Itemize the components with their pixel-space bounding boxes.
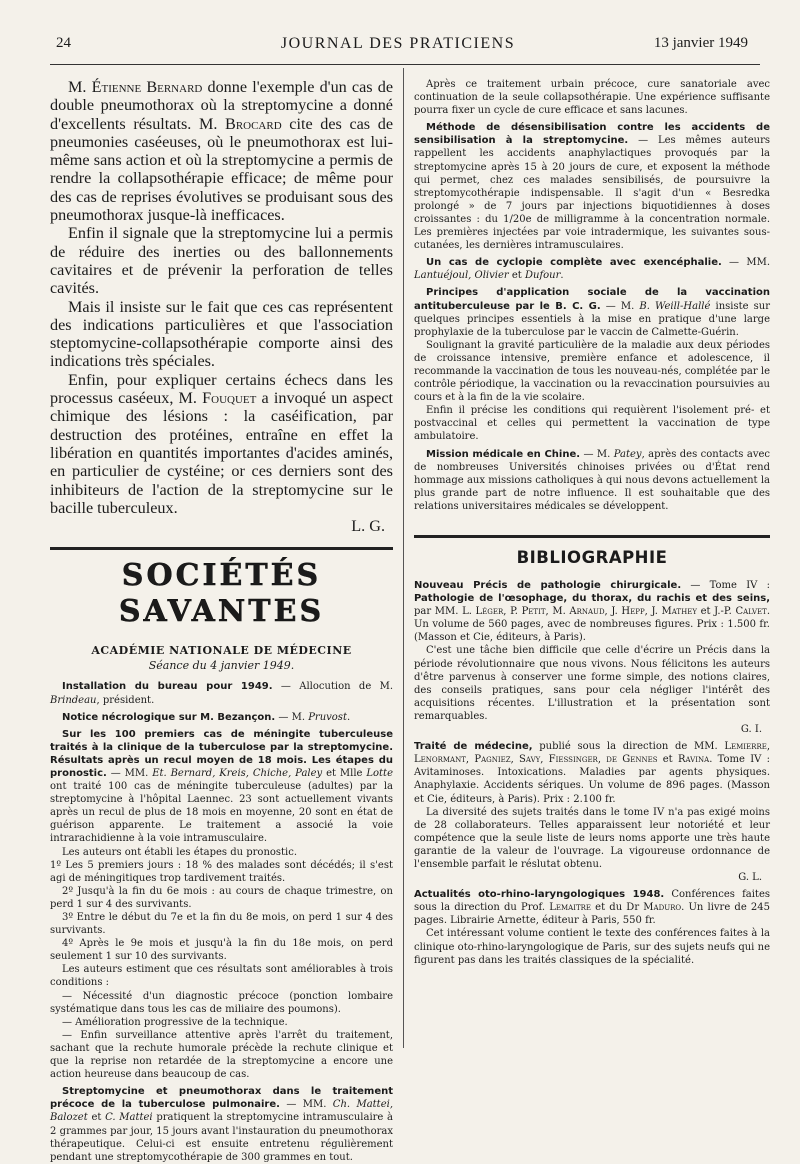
- text-run: donne l'exemple d'un cas de double pneumothorax où la streptomycine a donné d'excellents résultats. M.: [50, 78, 394, 133]
- text-run: . Un livre de 245 pages. Librairie Arnette, éditeur à Paris, 550 fr.: [414, 902, 770, 927]
- text-run: .: [346, 711, 351, 723]
- text-run: cite des cas de pneumonies caséeuses, où le pneumothorax est lui-même sans action et où la streptomycine a permis de rendre la collapsothérapie efficace; de même pour des cas de reprises évolutives se produisant sous des pneumothorax jusque-là inefficaces.: [50, 114, 394, 225]
- text-run: M.: [68, 78, 92, 96]
- text-run: — MM.: [721, 257, 770, 269]
- text-run: publié sous la direction de MM.: [532, 741, 725, 753]
- text-run: — MM.: [106, 767, 153, 779]
- academy-item: [50, 680, 393, 706]
- intro-paragraph: Enfin il signale que la streptomycine lui a permis de réduire des inerties ou des ballonnements cavitaires et de prévenir la perforation de telles cavités.: [50, 224, 393, 298]
- text-run: ont traité 100 cas de méningite tuberculeuse (adultes) par la streptomycine à l'hôpital Laennec. 23 sont actuellement vivants après un recul de plus de 18 mois en moyenne, 20 sont en état de guérison apparente. Le traitement a associé la voie intrarachidienne à la voie intramusculaire.: [50, 781, 393, 845]
- academy-item: [414, 256, 770, 282]
- academy-item: [414, 286, 770, 338]
- review-signature: G. I.: [740, 724, 762, 736]
- pronostic-step: 3º Entre le début du 7e et la fin du 8e mois, on perd 1 sur 4 des survivants.: [50, 912, 393, 937]
- page-header: [28, 35, 768, 57]
- right-column: [414, 78, 770, 967]
- intro-article: [50, 78, 393, 535]
- author-name: Pruvost: [308, 711, 347, 723]
- text-run: . Tome IV : Avitaminoses. Intoxications. Maladies par agents physiques. Anaphylaxie. Accidents sériques. Un volume de 896 pages. (Masson et Cie, éditeurs, à Paris). Prix : 2.100 fr.: [414, 754, 770, 805]
- text-run: et: [696, 606, 715, 618]
- item-title: Installation du bureau pour 1949.: [62, 681, 273, 693]
- text-run: et: [657, 754, 678, 766]
- academy-name: ACADÉMIE NATIONALE DE MÉDECINE: [91, 644, 352, 658]
- text-run: — M.: [600, 300, 640, 312]
- author-name: Patey: [613, 448, 642, 460]
- text-run: et: [87, 1112, 106, 1124]
- book-review: La diversité des sujets traités dans le tome IV n'a pas exigé moins de 28 collaborateurs. Telles apparaissent leur notoriété et leur compétence que la seule liste de leurs noms apporte une très haute garantie de la valeur de l'ouvrage. La vigoureuse ordonnance de l'ensemble parfait le réslutat obtenu.: [414, 806, 770, 870]
- text-run: — Les mêmes auteurs rappellent les accidents anaphylactiques provoqués par la streptomycine après 15 à 20 jours de cure, et exposent la méthode qui permet, chez ces malades sensibilisés, de poursuivre la streptomycothérapie indispensable. Il s'agit d'un « Besredka prolongé » de 7 jours par injections biquotidiennes à doses croissantes : du 1/20e de milligramme à la concentration normale. Les premières injectées par voie intradermique, les suivantes sous-cutanées, les dernières intramusculaires.: [414, 135, 770, 252]
- academy-item: [50, 728, 393, 846]
- text-run: — Tome IV :: [681, 580, 770, 591]
- societes-body: [50, 680, 393, 1163]
- author-name: Lotte: [366, 767, 393, 779]
- conditions-intro: Les auteurs estiment que ces résultats sont améliorables à trois conditions :: [50, 964, 393, 989]
- academy-item: [50, 1085, 393, 1164]
- page-number: 24: [56, 35, 71, 51]
- name-smallcaps: Fouquet: [202, 389, 257, 408]
- bibliographie-title: BIBLIOGRAPHIE: [516, 548, 668, 567]
- text-run: a invoqué un aspect chimique des lésions : la caséification, par destruction des protéines, entraîne en effet la libération en quantités importantes d'acides aminés, en particulier de cystéine; or ces derniers sont des inhibiteurs de l'action de la streptomycine sur le bacille tuberculeux.: [50, 389, 394, 517]
- item-title: Principes d'application sociale de la vaccination antituberculeuse par le B. C. G.: [414, 287, 770, 312]
- condition-item: — Amélioration progressive de la technique.: [62, 1016, 288, 1028]
- pronostic-intro: Les auteurs ont établi les étapes du pronostic.: [62, 846, 298, 858]
- name-smallcaps: J.-P. Calvet: [714, 606, 767, 618]
- text-run: . Un volume de 560 pages, avec de nombreuses figures. Prix : 1.500 fr. (Masson et Cie, éditeurs, à Paris).: [414, 606, 770, 644]
- book-review: C'est une tâche bien difficile que celle d'écrire un Précis dans la période révolutionnaire que nous vivons. Nous félicitons les auteurs d'être parvenus à conserver une forme simple, des notions claires, des conseils pratiques, sans pour cela négliger l'intérêt des acquisitions récentes. L'illustration et la présentation sont remarquables.: [414, 645, 770, 722]
- book-review: Cet intéressant volume contient le texte des conférences faites à la clinique oto-rhino-laryngologique de Paris, sur des sujets neufs qui ne figurent pas dans les traités classiques de la spécialité.: [414, 928, 770, 966]
- column-divider: [403, 68, 404, 1048]
- item-title: Traité de médecine,: [414, 741, 533, 753]
- item-title: Streptomycine et pneumothorax dans le traitement précoce de la tuberculose pulmonaire.: [50, 1086, 393, 1111]
- book-entry: [414, 888, 770, 927]
- text-run: et du Dr: [591, 902, 644, 914]
- author-name: Lantuéjoul, Olivier: [414, 270, 509, 282]
- intro-signature: L. G.: [351, 517, 385, 536]
- academy-item: [50, 711, 393, 724]
- text-run: — Allocution de M.: [272, 681, 393, 693]
- name-smallcaps: Lemaitre: [549, 902, 592, 914]
- section-rule: [50, 547, 393, 550]
- item-title: Notice nécrologique sur M. Bezançon.: [62, 711, 276, 723]
- name-smallcaps: Maduro: [643, 902, 682, 914]
- pronostic-step: 2º Jusqu'à la fin du 6e mois : au cours de chaque trimestre, on perd 1 sur 4 des survivants.: [50, 885, 393, 910]
- text-run: Enfin, pour expliquer certains échecs dans les processus caséeux, M.: [50, 370, 393, 408]
- text-run: insiste sur quelques principes essentiels à la mise en pratique d'une large prophylaxie de la tuberculose par le vaccin de Calmette-Guérin.: [414, 300, 770, 338]
- academy-item: [414, 121, 770, 252]
- name-smallcaps: Brocard: [225, 114, 282, 133]
- item-title: Actualités oto-rhino-laryngologiques 1948.: [414, 889, 665, 901]
- author-name: Ch. Mattei, Balozet: [50, 1099, 393, 1124]
- item-title: Pathologie de l'œsophage, du thorax, du rachis et des seins,: [414, 593, 770, 605]
- item-title: Mission médicale en Chine.: [426, 448, 581, 460]
- text-run: — M.: [275, 711, 309, 723]
- bibliographie-body: [414, 579, 770, 967]
- text-run: , après des contacts avec de nombreuses Universités chinoises privées ou d'État rend hommage aux missions catholiques à qui nous devons actuellement la plus grande part de notre influence. Il est souhaitable que des relations universitaires médicales se développent.: [414, 448, 770, 512]
- continuation-paragraph: Après ce traitement urbain précoce, cure sanatoriale avec continuation de la seule collapsothérapie. Une expérience suffisante pourra fixer un cycle de cure efficace et sans lacunes.: [414, 79, 770, 117]
- text-run: .: [560, 270, 564, 282]
- bcg-paragraph: Soulignant la gravité particulière de la maladie aux deux périodes de croissance intensive, première enfance et adolescence, il recommande la vaccination de tous les nouveau-nés, complétée par le contrôle périodique, la vaccination ou la revaccination poursuivies au cours et à la fin de la vie scolaire.: [414, 339, 770, 404]
- name-smallcaps: Lemierre, Lenormant, Pagniez, Savy, Fiessinger, de Gennes: [414, 741, 770, 766]
- review-signature: G. L.: [738, 872, 762, 884]
- name-smallcaps: L. Léger, P. Petit, M. Arnaud, J. Hepp, J. Mathey: [462, 606, 697, 618]
- issue-date: 13 janvier 1949: [653, 35, 748, 51]
- intro-paragraph: [50, 78, 393, 224]
- session-date: Séance du 4 janvier 1949.: [148, 659, 295, 673]
- journal-title: JOURNAL DES PRATICIENS: [280, 35, 516, 52]
- condition-item: — Nécessité d'un diagnostic précoce (ponction lombaire systématique dans tous les cas de miliaire des poumons).: [50, 990, 393, 1015]
- intro-paragraph: Mais il insiste sur le fait que ces cas représentent des indications particulières et que l'association steptomycine-collapsothérapie comporte ainsi des indications très spéciales.: [50, 297, 393, 371]
- text-run: pratiquent la streptomycine intramusculaire à 2 grammes par jour, 15 jours avant l'instauration du pneumothorax thérapeutique. Celui-ci est ensuite entretenu régulièrement pendant une streptomycothérapie de 300 grammes en tout.: [50, 1112, 394, 1163]
- author-name: B. Weill-Hallé: [639, 300, 711, 312]
- text-run: , président.: [96, 694, 155, 706]
- intro-paragraph: [50, 371, 393, 517]
- author-name: Et. Bernard, Kreis, Chiche, Paley: [152, 767, 323, 779]
- text-run: Conférences faites sous la direction du Prof.: [414, 889, 770, 914]
- header-rule: [50, 64, 760, 65]
- societes-title: SOCIÉTÉS SAVANTES: [118, 558, 325, 630]
- author-name: C. Mattei: [105, 1112, 153, 1124]
- text-run: et: [508, 270, 525, 282]
- book-entry: [414, 740, 770, 805]
- item-title: Méthode de désensibilisation contre les accidents de sensibilisation à la streptomycine.: [414, 122, 770, 147]
- left-column: [50, 78, 393, 1164]
- author-name: Dufour: [524, 270, 561, 282]
- pronostic-step: 4º Après le 9e mois et jusqu'à la fin du 18e mois, on perd seulement 1 sur 10 des survivants.: [50, 938, 393, 963]
- item-title: Un cas de cyclopie complète avec exencéphalie.: [426, 257, 722, 269]
- text-run: par MM.: [414, 606, 463, 618]
- text-run: et Mlle: [322, 767, 367, 779]
- name-smallcaps: Étienne Bernard: [91, 78, 203, 96]
- author-name: Brindeau: [50, 694, 97, 706]
- bcg-paragraph: Enfin il précise les conditions qui requièrent l'isolement pré- et postvaccinal et celles qui permettent la vaccination de type ambulatoire.: [414, 405, 770, 443]
- academy-continued: [414, 78, 770, 513]
- academy-item: [414, 448, 770, 513]
- text-run: — M.: [580, 448, 614, 460]
- text-run: — MM.: [279, 1099, 333, 1111]
- item-title: Nouveau Précis de pathologie chirurgicale.: [414, 580, 682, 591]
- pronostic-step: 1º Les 5 premiers jours : 18 % des malades sont décédés; il s'est agi de méningitiques trop tardivement traités.: [50, 859, 393, 884]
- condition-item: — Enfin surveillance attentive après l'arrêt du traitement, sachant que la rechute humorale précède la rechute clinique et que la reprise non retardée de la streptomycine a encore une action heureuse dans beaucoup de cas.: [50, 1029, 393, 1081]
- section-rule: [414, 535, 770, 538]
- item-title: Sur les 100 premiers cas de méningite tuberculeuse traités à la clinique de la tuberculose par la streptomycine. Résultats après un recul moyen de 18 mois. Les étapes du pronostic.: [50, 728, 393, 779]
- book-entry: [414, 579, 770, 644]
- name-smallcaps: Ravina: [677, 754, 710, 766]
